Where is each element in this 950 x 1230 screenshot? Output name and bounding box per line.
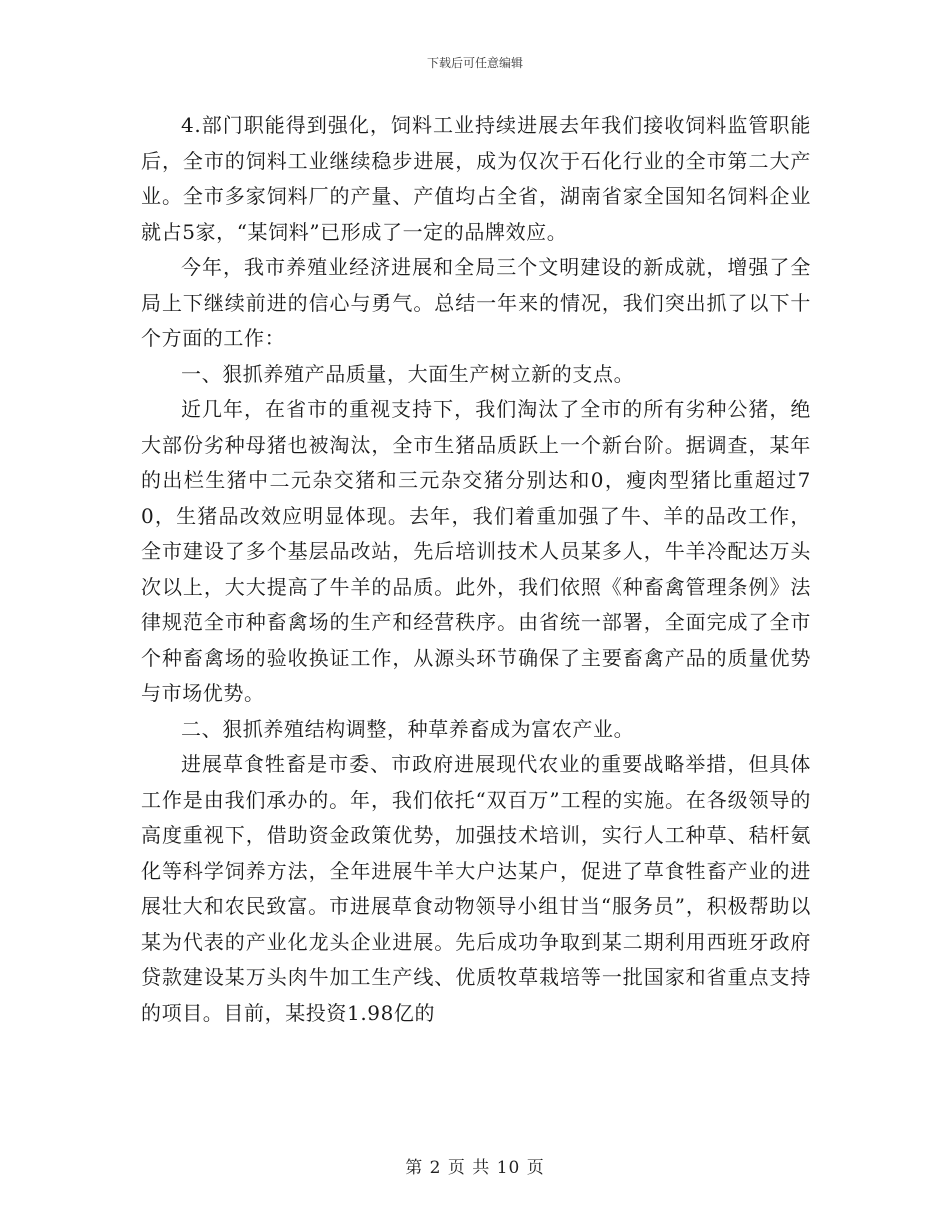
document-body — [141, 108, 811, 1031]
section-heading-1: 一、狠抓养殖产品质量，大面生产树立新的支点。 — [181, 361, 635, 386]
paragraph-breed-improvement: 近几年，在省市的重视支持下，我们淘汰了全市的所有劣种公猪，绝大部份劣种母猪也被淘汰，全市生猪品质跃上一个新台阶。据调查，某年的出栏生猪中二元杂交猪和三元杂交猪分别达和0，瘦肉型猪比重超过70，生猪品改效应明显体现。去年，我们着重加强了牛、羊的品改工作，全市建设了多个基层品改站，先后培训技术人员某多人，牛羊冷配达万头次以上，大大提高了牛羊的品质。此外，我们依照《种畜禽管理条例》法律规范全市种畜禽场的生产和经营秩序。由省统一部署，全面完成了全市个种畜禽场的验收换证工作，从源头环节确保了主要畜禽产品的质量优势与市场优势。 — [141, 397, 811, 705]
page-number: 第 2 页 共 10 页 — [405, 1158, 545, 1178]
section-heading-2: 二、狠抓养殖结构调整，种草养畜成为富农产业。 — [181, 716, 635, 741]
paragraph-summary-intro: 今年，我市养殖业经济进展和全局三个文明建设的新成就，增强了全局上下继续前进的信心与勇气。总结一年来的情况，我们突出抓了以下十个方面的工作： — [141, 255, 811, 350]
page-header-note: 下载后可任意编辑 — [426, 56, 523, 70]
paragraph-herbivore-development: 进展草食牲畜是市委、市政府进展现代农业的重要战略举措，但具体工作是由我们承办的。年，我们依托“双百万”工程的实施。在各级领导的高度重视下，借助资金政策优势，加强技术培训，实行人工种草、秸杆氨化等科学饲养方法，全年进展牛羊大户达某户，促进了草食牲畜产业的进展壮大和农民致富。市进展草食动物领导小组甘当“服务员”，积极帮助以某为代表的产业化龙头企业进展。先后成功争取到某二期利用西班牙政府贷款建设某万头肉牛加工生产线、优质牧草栽培等一批国家和省重点支持的项目。目前，某投资1.98亿的 — [141, 752, 811, 1025]
paragraph-feed-industry: 4.部门职能得到强化，饲料工业持续进展去年我们接收饲料监管职能后，全市的饲料工业继续稳步进展，成为仅次于石化行业的全市第二大产业。全市多家饲料厂的产量、产值均占全省，湖南省家全国知名饲料企业就占5家，“某饲料”已形成了一定的品牌效应。 — [141, 113, 811, 244]
